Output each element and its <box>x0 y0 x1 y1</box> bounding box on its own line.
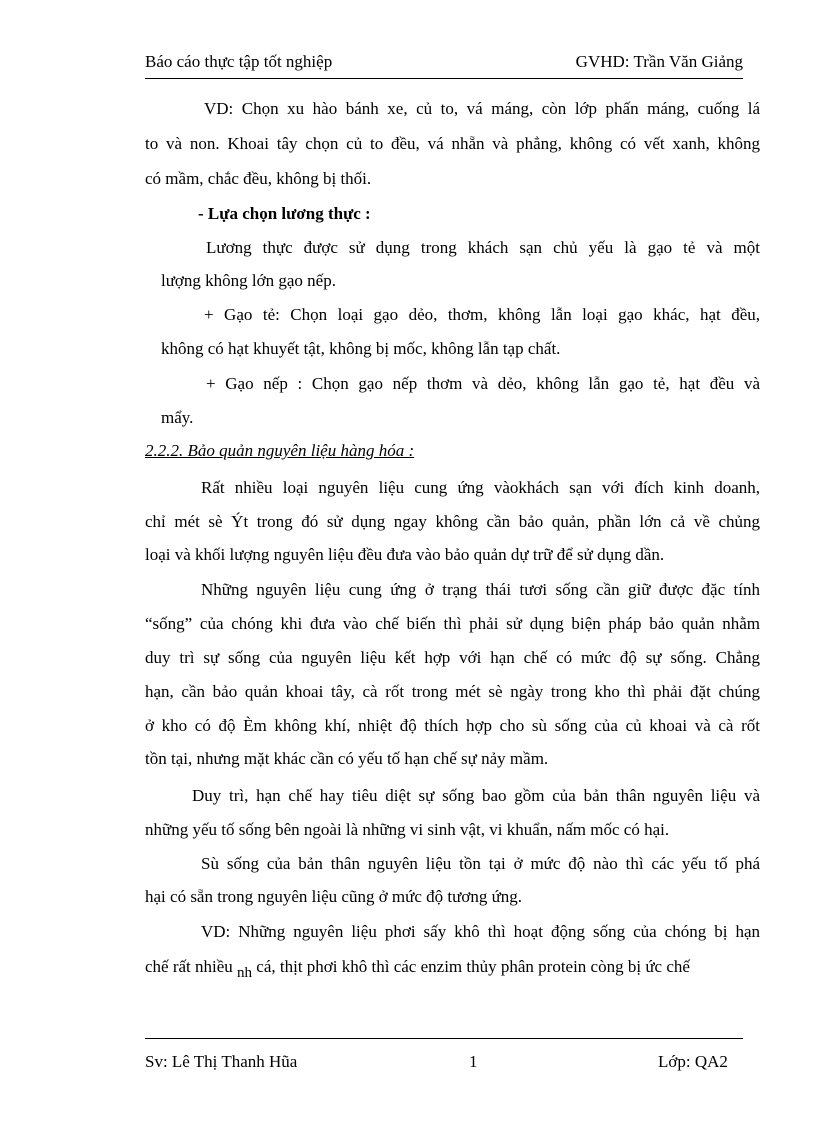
footer-page-number: 1 <box>469 1052 478 1071</box>
body-line: Những nguyên liệu cung ứng ở trạng thái tươi sống cần giữ được đặc tính <box>201 580 760 599</box>
body-line: chỉ mét sè Ýt trong đó sử dụng ngay không cần bảo quản, phần lớn cả về chủng <box>145 512 760 531</box>
body-line: hạn, cần bảo quản khoai tây, cà rốt trong mét sè ngày trong kho thì phải đặt chúng <box>145 682 760 701</box>
body-line-subscript: nh <box>237 965 253 981</box>
body-line: có mầm, chắc đều, không bị thối. <box>145 169 372 188</box>
body-line: + Gạo nếp : Chọn gạo nếp thơm và dẻo, không lẫn gạo tẻ, hạt đều và <box>206 374 760 393</box>
body-line: to và non. Khoai tây chọn củ to đều, vá nhẵn và phẳng, không có vết xanh, không <box>145 134 760 153</box>
body-line <box>145 957 690 981</box>
body-line: Lương thực được sử dụng trong khách sạn chủ yếu là gạo tẻ và một <box>206 238 760 257</box>
body-line-part: chế rất nhiều <box>145 957 233 976</box>
body-line: + Gạo tẻ: Chọn loại gạo dẻo, thơm, không lẫn loại gạo khác, hạt đều, <box>204 305 760 324</box>
body-line: những yếu tố sống bên ngoài là những vi sinh vật, vi khuẩn, nấm mốc có hại. <box>145 820 670 839</box>
body-line: “sống” của chóng khi đưa vào chế biến thì phải sử dụng biện pháp bảo quản nhằm <box>145 614 760 633</box>
header-supervisor: GVHD: Trần Văn Giảng <box>575 52 743 71</box>
footer-student: Sv: Lê Thị Thanh Hũa <box>145 1052 298 1071</box>
body-line: Duy trì, hạn chế hay tiêu diệt sự sống bao gồm của bản thân nguyên liệu và <box>192 786 760 805</box>
body-line: VD: Những nguyên liệu phơi sấy khô thì hoạt động sống của chóng bị hạn <box>201 922 760 941</box>
body-line: duy trì sự sống của nguyên liệu kết hợp với hạn chế có mức độ sự sống. Chẳng <box>145 648 760 667</box>
footer-rule <box>145 1038 743 1039</box>
subheading-food-selection: - Lựa chọn lương thực : <box>198 204 371 223</box>
body-line: Rất nhiều loại nguyên liệu cung ứng vàokhách sạn với đích kinh doanh, <box>201 478 760 497</box>
page-header <box>145 52 743 79</box>
body-line: Sù sống của bản thân nguyên liệu tồn tại ở mức độ nào thì các yếu tố phá <box>201 854 760 873</box>
body-line: hại có sẵn trong nguyên liệu cũng ở mức độ tương ứng. <box>145 887 523 906</box>
body-line: mẩy. <box>161 408 194 427</box>
body-line-part: cá, thịt phơi khô thì các enzim thủy phân protein còng bị ức chế <box>256 957 690 976</box>
body-line: lượng không lớn gạo nếp. <box>161 271 336 290</box>
section-title: 2.2.2. Bảo quản nguyên liệu hàng hóa : <box>145 441 415 460</box>
body-line: không có hạt khuyết tật, không bị mốc, không lẫn tạp chất. <box>161 339 561 358</box>
body-line: loại và khối lượng nguyên liệu đều đưa vào bảo quản dự trữ để sử dụng dần. <box>145 545 665 564</box>
body-line: VD: Chọn xu hào bánh xe, củ to, vá máng, còn lớp phấn máng, cuống lá <box>204 99 760 118</box>
body-line: tồn tại, nhưng mặt khác cần có yếu tố hạn chế sự nảy mầm. <box>145 749 549 768</box>
body-line: ở kho có độ Èm không khí, nhiệt độ thích hợp cho sù sống của củ khoai và cà rốt <box>145 716 760 735</box>
header-report-title: Báo cáo thực tập tốt nghiệp <box>145 52 333 71</box>
footer-class: Lớp: QA2 <box>658 1052 728 1071</box>
